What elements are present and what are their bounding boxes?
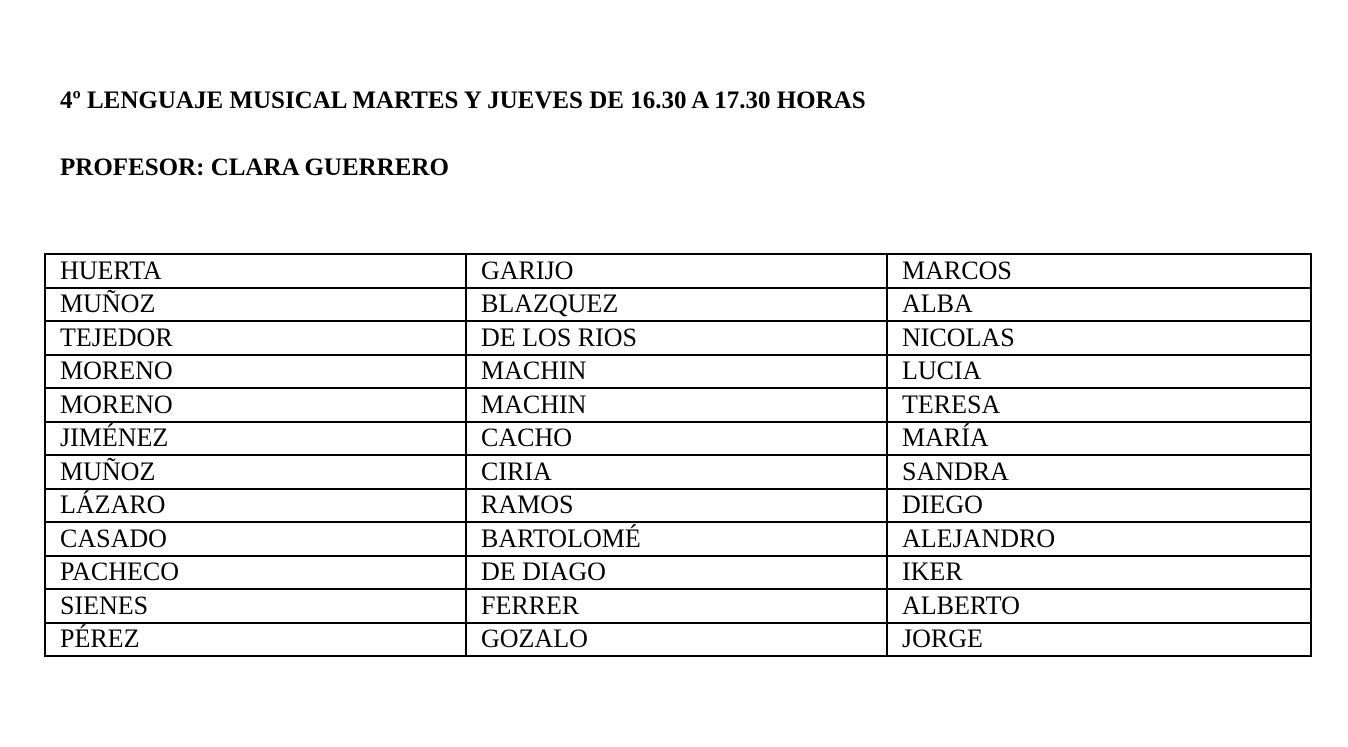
table-row (45, 556, 1311, 590)
second-surname-cell: MACHIN (466, 388, 887, 422)
table-row (45, 355, 1311, 389)
second-surname-cell: CIRIA (466, 455, 887, 489)
second-surname-cell: FERRER (466, 589, 887, 623)
given-name-cell: ALBERTO (887, 589, 1311, 623)
given-name-cell: ALEJANDRO (887, 522, 1311, 556)
student-table (44, 253, 1312, 657)
table-row (45, 455, 1311, 489)
first-surname-cell: MORENO (45, 355, 466, 389)
given-name-cell: MARCOS (887, 254, 1311, 288)
given-name-cell: JORGE (887, 623, 1311, 657)
first-surname-cell: CASADO (45, 522, 466, 556)
first-surname-cell: JIMÉNEZ (45, 422, 466, 456)
teacher-label: PROFESOR: CLARA GUERRERO (60, 154, 449, 181)
given-name-cell: ALBA (887, 288, 1311, 322)
given-name-cell: SANDRA (887, 455, 1311, 489)
document-title: 4º LENGUAJE MUSICAL MARTES Y JUEVES DE 16.30 A 17.30 HORAS (60, 87, 866, 114)
first-surname-cell: MUÑOZ (45, 288, 466, 322)
first-surname-cell: MUÑOZ (45, 455, 466, 489)
table-row (45, 589, 1311, 623)
table-row (45, 321, 1311, 355)
table-row (45, 388, 1311, 422)
table-row (45, 623, 1311, 657)
second-surname-cell: DE DIAGO (466, 556, 887, 590)
given-name-cell: MARÍA (887, 422, 1311, 456)
given-name-cell: NICOLAS (887, 321, 1311, 355)
second-surname-cell: GARIJO (466, 254, 887, 288)
second-surname-cell: DE LOS RIOS (466, 321, 887, 355)
given-name-cell: TERESA (887, 388, 1311, 422)
table-row (45, 288, 1311, 322)
second-surname-cell: RAMOS (466, 489, 887, 523)
first-surname-cell: PACHECO (45, 556, 466, 590)
first-surname-cell: LÁZARO (45, 489, 466, 523)
given-name-cell: LUCIA (887, 355, 1311, 389)
second-surname-cell: MACHIN (466, 355, 887, 389)
given-name-cell: IKER (887, 556, 1311, 590)
first-surname-cell: MORENO (45, 388, 466, 422)
first-surname-cell: PÉREZ (45, 623, 466, 657)
second-surname-cell: BARTOLOMÉ (466, 522, 887, 556)
given-name-cell: DIEGO (887, 489, 1311, 523)
table-row (45, 522, 1311, 556)
table-row (45, 489, 1311, 523)
second-surname-cell: CACHO (466, 422, 887, 456)
table-row (45, 422, 1311, 456)
first-surname-cell: SIENES (45, 589, 466, 623)
first-surname-cell: TEJEDOR (45, 321, 466, 355)
second-surname-cell: GOZALO (466, 623, 887, 657)
table-row (45, 254, 1311, 288)
second-surname-cell: BLAZQUEZ (466, 288, 887, 322)
first-surname-cell: HUERTA (45, 254, 466, 288)
